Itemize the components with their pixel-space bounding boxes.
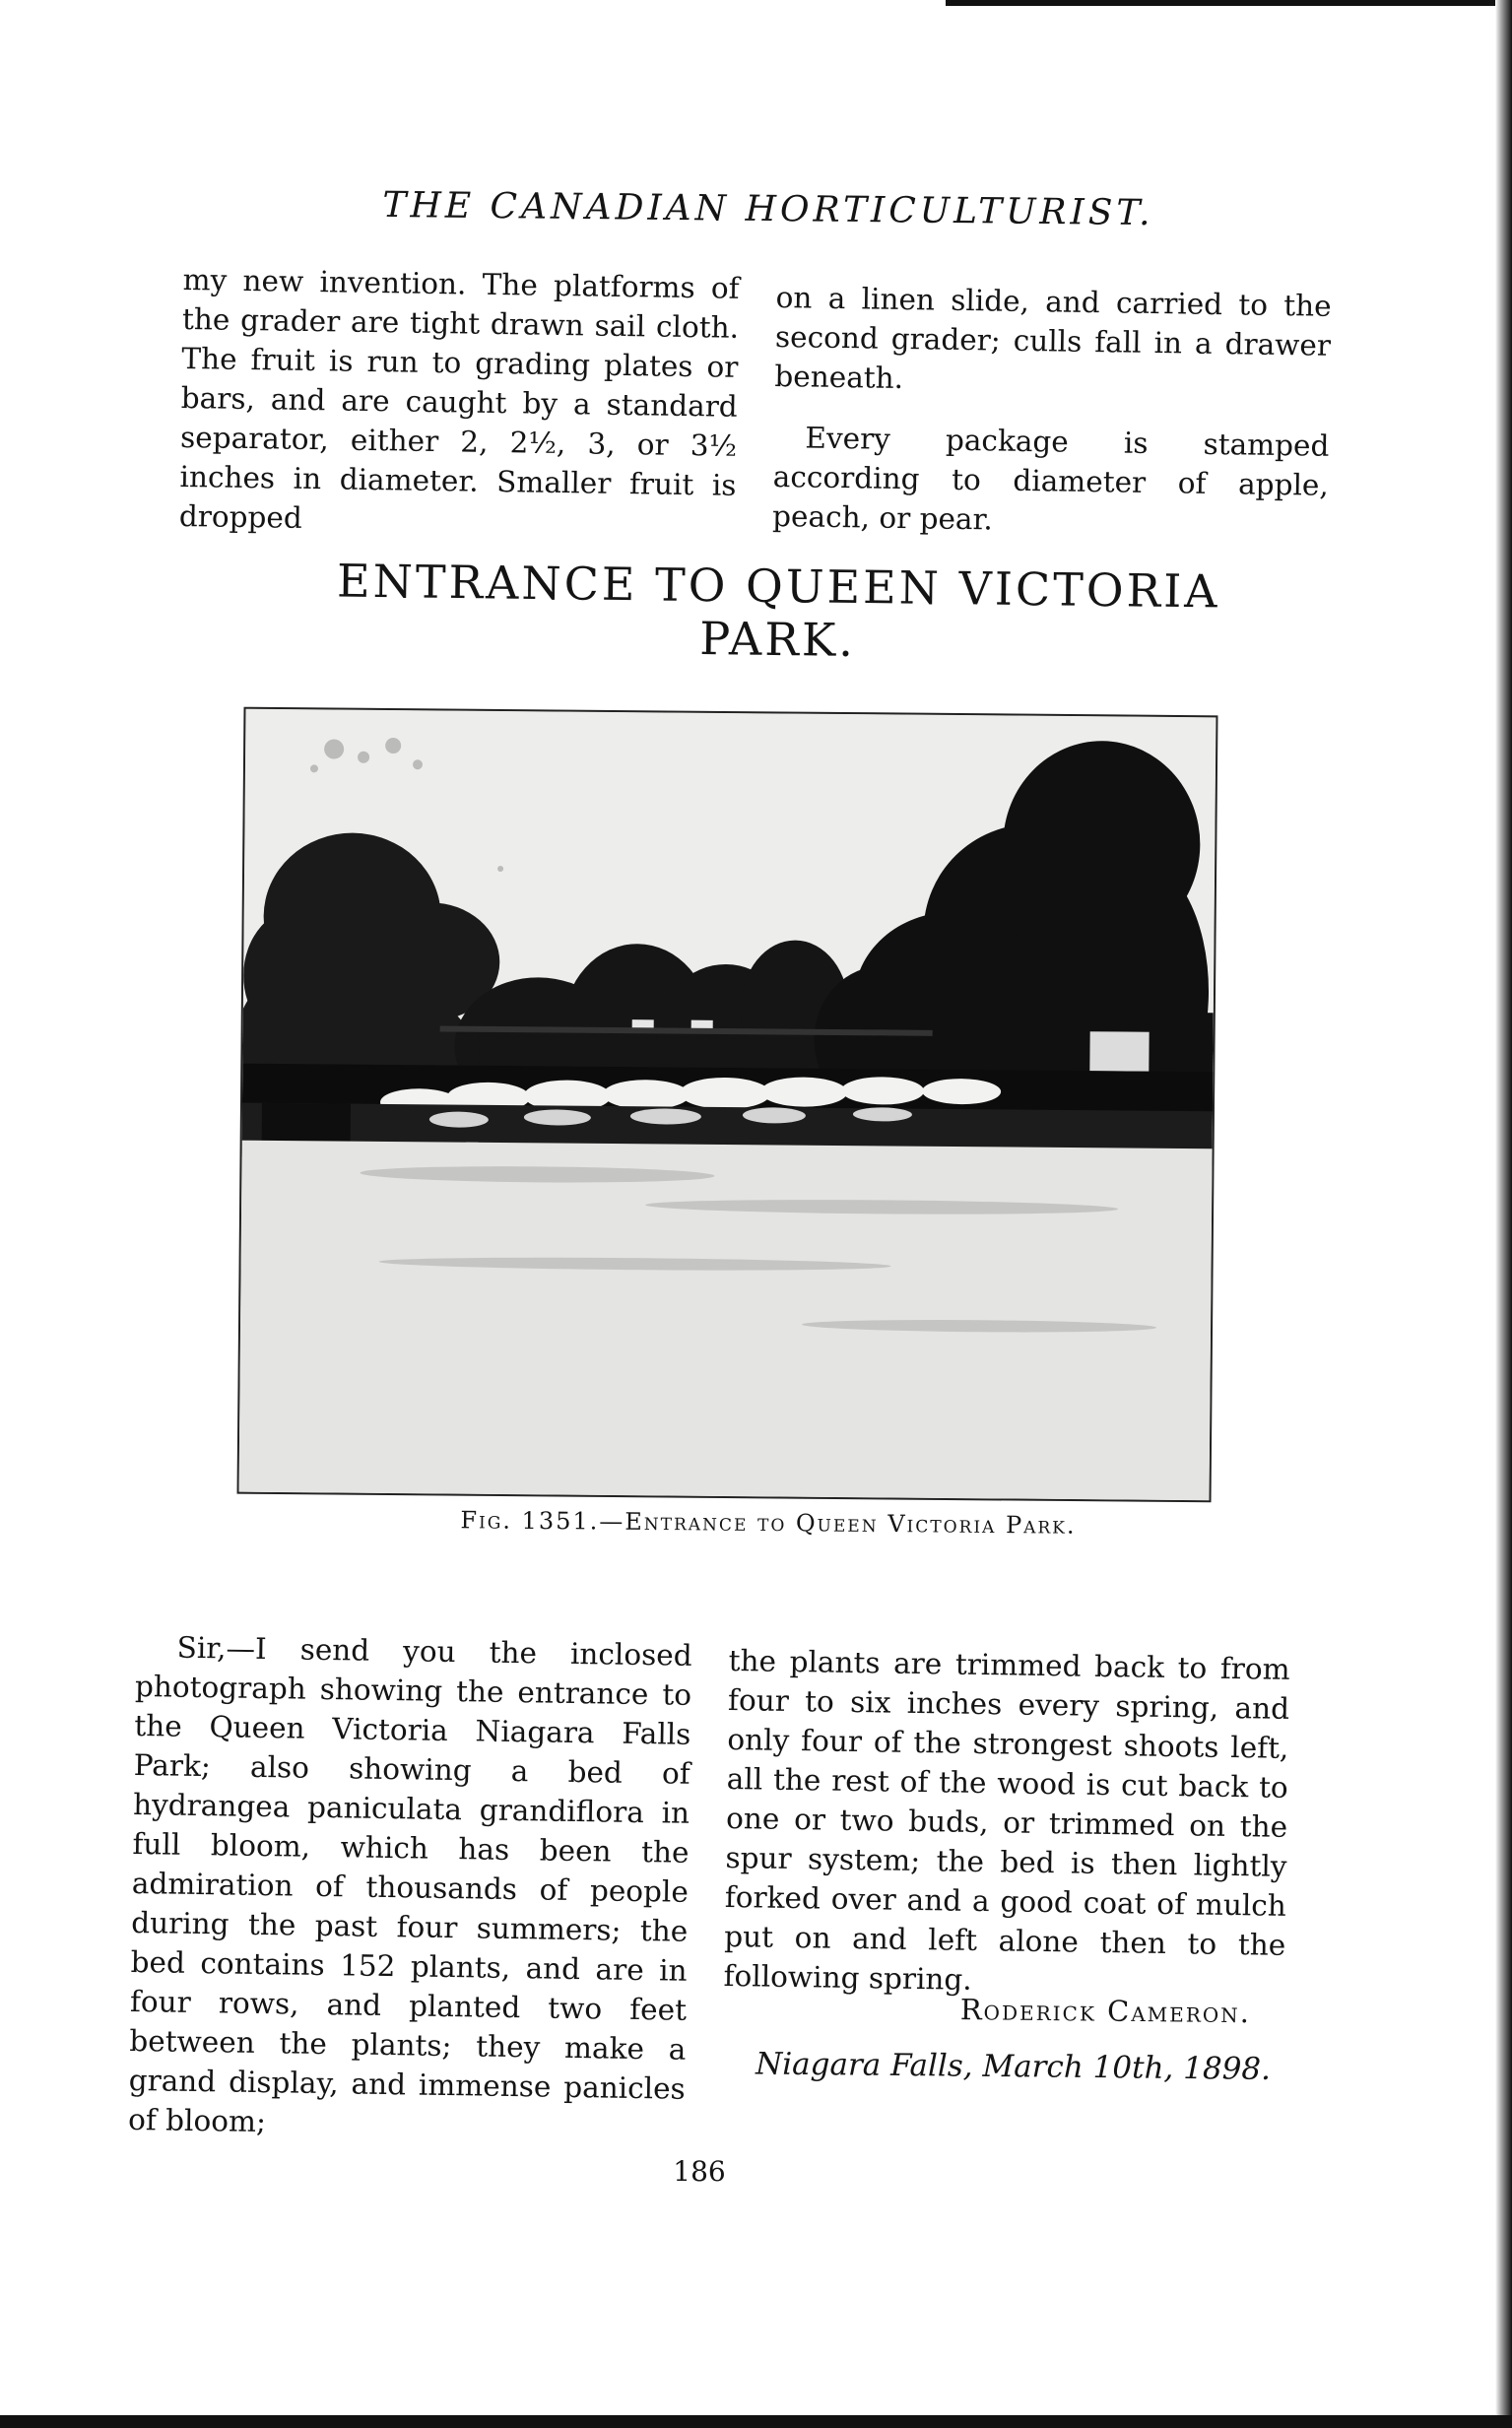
- article-title: ENTRANCE TO QUEEN VICTORIA PARK.: [336, 554, 1220, 667]
- dateline: Niagara Falls, March 10th, 1898.: [755, 2046, 1272, 2087]
- bottom-right-column: [723, 1641, 1290, 2004]
- bottom-left-paragraph: Sir,—I send you the inclosed photograph showing the entrance to the Queen Victoria Niagara Falls Park; also showing a bed of hydrangea paniculata grandiflora in full bloom, which has been the admiration of thousands of people during the past four summers; the bed contains 152 plants, and are in four rows, and planted two feet between the plants; they make a grand display, and immense panicles of bloom;: [127, 1630, 692, 2139]
- top-left-paragraph: my new invention. The platforms of the grader are tight drawn sail cloth. The fruit is run to grading plates or bars, and are caught by a standard separator, either 2, 2½, 3, or 3½ inches in diameter. Smaller fruit is dropped: [178, 262, 740, 535]
- page-number: 186: [673, 2155, 726, 2188]
- bottom-left-column: [128, 1627, 692, 2148]
- page-edge-bottom: [0, 2415, 1512, 2428]
- page-edge-right: [1495, 0, 1512, 2428]
- top-left-column: [179, 260, 740, 545]
- top-right-paragraph-1: on a linen slide, and carried to the second grader; culls fall in a drawer beneath.: [774, 280, 1332, 396]
- bottom-right-paragraph: the plants are trimmed back to from four to six inches every spring, and only four of the strongest shoots left, all the rest of the wood is cut back to one or two buds, or trimmed on the spur system; the bed is then lightly forked over and a good coat of mulch put on and left alone then to the following spring.: [723, 1643, 1290, 1997]
- top-right-paragraph-2: Every package is stamped according to diameter of apple, peach, or pear.: [771, 421, 1330, 537]
- figure-caption: Fig. 1351.—Entrance to Queen Victoria Park.: [460, 1506, 1077, 1540]
- top-right-column: [772, 278, 1332, 545]
- page-edge-top: [946, 0, 1512, 6]
- park-entrance-photo: [237, 707, 1218, 1503]
- signature: Roderick Cameron.: [959, 1993, 1252, 2030]
- running-head: THE CANADIAN HORTICULTURIST.: [382, 184, 1154, 234]
